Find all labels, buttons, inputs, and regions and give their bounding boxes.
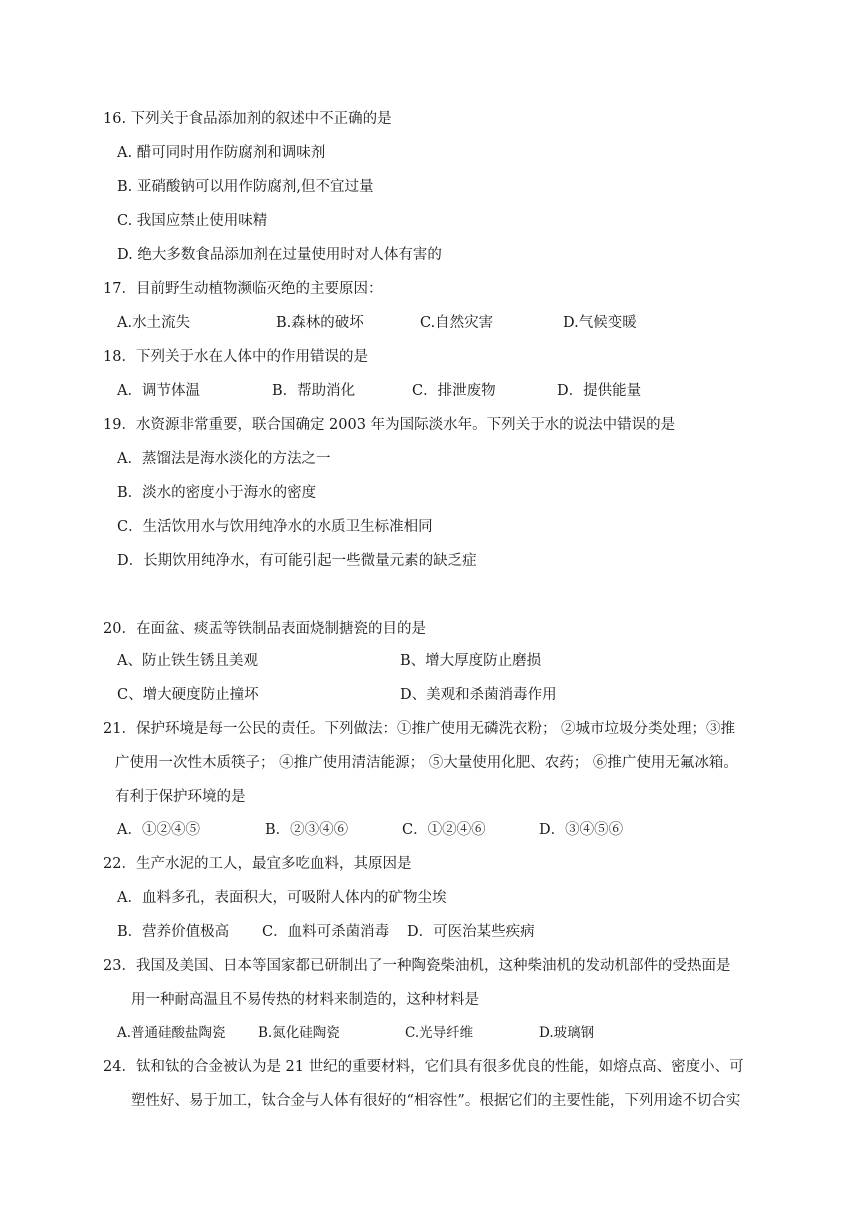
question-22-stem: 22．生产水泥的工人，最宜多吃血料，其原因是: [103, 856, 412, 872]
question-23-option-d: D.玻璃钢: [539, 1025, 595, 1041]
question-18-option-a: A．调节体温: [117, 383, 200, 399]
question-16-stem: 16. 下列关于食品添加剂的叙述中不正确的是: [103, 111, 392, 127]
question-22-option-a: A．血料多孔，表面积大，可吸附人体内的矿物尘埃: [117, 890, 447, 906]
question-19-option-d: D．长期饮用纯净水，有可能引起一些微量元素的缺乏症: [117, 553, 477, 569]
question-17-stem: 17．目前野生动植物濒临灭绝的主要原因：: [103, 281, 383, 297]
question-17-option-a: A.水土流失: [117, 315, 191, 331]
question-22-option-c: C．血料可杀菌消毒: [262, 924, 390, 940]
question-18-option-d: D．提供能量: [557, 383, 642, 399]
question-23-option-c: C.光导纤维: [405, 1025, 474, 1041]
question-23-option-a: A.普通硅酸盐陶瓷: [117, 1025, 226, 1041]
question-20-option-a: A、防止铁生锈且美观: [117, 653, 258, 669]
question-17-option-b: B.森林的破坏: [276, 315, 364, 331]
question-23-stem-line-1: 23．我国及美国、日本等国家都已研制出了一种陶瓷柴油机，这种柴油机的发动机部件的受热面是: [103, 958, 731, 974]
question-16-option-d: D. 绝大多数食品添加剂在过量使用时对人体有害的: [117, 247, 442, 263]
question-20-option-d: D、美观和杀菌消毒作用: [400, 687, 557, 703]
question-19-stem: 19．水资源非常重要，联合国确定 2003 年为国际淡水年。下列关于水的说法中错误的是: [103, 417, 676, 433]
question-24-stem-line-2: 塑性好、易于加工，钛合金与人体有很好的“相容性”。根据它们的主要性能，下列用途不切合实: [131, 1093, 741, 1109]
question-17-option-d: D.气候变暖: [563, 315, 637, 331]
question-20-option-c: C、增大硬度防止撞坏: [117, 687, 259, 703]
question-21-stem-line-1: 21．保护环境是每一公民的责任。下列做法：①推广使用无磷洗衣粉； ②城市垃圾分类处理；③推: [103, 721, 736, 737]
question-23-option-b: B.氮化硅陶瓷: [258, 1025, 340, 1041]
question-22-option-d: D．可医治某些疾病: [407, 924, 535, 940]
question-23-stem-line-2: 用一种耐高温且不易传热的材料来制造的，这种材料是: [131, 992, 479, 1008]
question-18-option-b: B．帮助消化: [272, 383, 356, 399]
question-18-option-c: C．排泄废物: [412, 383, 496, 399]
question-16-option-b: B. 亚硝酸钠可以用作防腐剂,但不宜过量: [117, 179, 374, 195]
question-21-stem-line-2: 广使用一次性木质筷子； ④推广使用清洁能源； ⑤大量使用化肥、农药； ⑥推广使用无氟冰箱。: [115, 755, 738, 771]
question-18-stem: 18．下列关于水在人体中的作用错误的是: [103, 349, 368, 365]
question-19-option-b: B．淡水的密度小于海水的密度: [117, 485, 317, 501]
question-21-option-a: A．①②④⑤: [117, 822, 200, 838]
question-19-option-c: C．生活饮用水与饮用纯净水的水质卫生标准相同: [117, 519, 433, 535]
question-19-option-a: A．蒸馏法是海水淡化的方法之一: [117, 451, 331, 467]
question-21-option-d: D．③④⑤⑥: [539, 822, 624, 838]
question-20-option-b: B、增大厚度防止磨损: [400, 653, 542, 669]
question-17-option-c: C.自然灾害: [420, 315, 494, 331]
question-21-option-c: C．①②④⑥: [402, 822, 486, 838]
question-22-option-b: B．营养价值极高: [117, 924, 230, 940]
question-24-stem-line-1: 24．钛和钛的合金被认为是 21 世纪的重要材料，它们具有很多优良的性能，如熔点高、密度小、可: [103, 1059, 744, 1075]
question-16-option-a: A. 醋可同时用作防腐剂和调味剂: [117, 145, 326, 161]
question-20-stem: 20．在面盆、痰盂等铁制品表面烧制搪瓷的目的是: [103, 621, 426, 637]
question-21-stem-line-3: 有利于保护环境的是: [115, 789, 246, 805]
question-21-option-b: B．②③④⑥: [265, 822, 349, 838]
question-16-option-c: C. 我国应禁止使用味精: [117, 213, 268, 229]
